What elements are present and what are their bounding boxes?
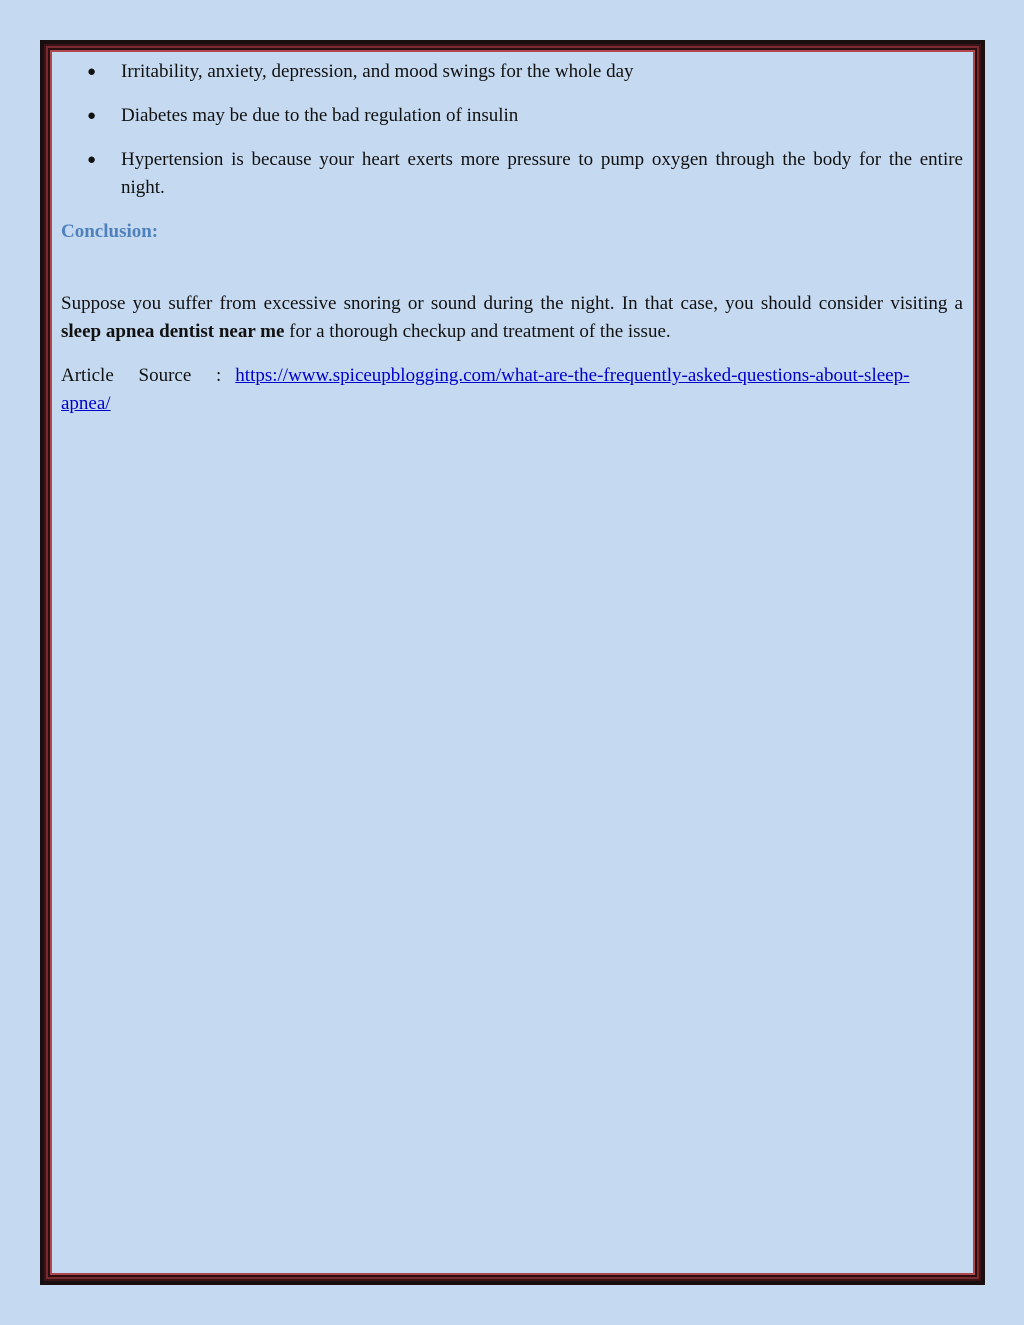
bullet-icon: ● <box>87 64 97 80</box>
article-source-link-line1: https://www.spiceupblogging.com/what-are-the-frequently-asked-questions-about-sleep- <box>235 365 910 386</box>
article-source-label: Article Source : <box>61 365 222 386</box>
conclusion-heading: Conclusion: <box>61 221 159 242</box>
bullet-icon: ● <box>87 108 97 124</box>
article-source-link-line2: apnea/ <box>61 393 111 414</box>
conclusion-text-start: Suppose you suffer from excessive snoring or sound during the night. In that case, you should consider visiting a <box>61 293 963 314</box>
list-item-text: Diabetes may be due to the bad regulation of insulin <box>121 105 519 126</box>
list-item <box>61 102 963 130</box>
bullet-icon: ● <box>87 152 97 168</box>
conclusion-keyword: sleep apnea dentist near me <box>61 321 285 342</box>
article-source <box>61 362 963 418</box>
list-item-text: Hypertension is because your heart exerts more pressure to pump oxygen through the body for the entire night. <box>121 149 963 198</box>
symptom-list <box>61 58 963 202</box>
document-content <box>61 58 963 434</box>
list-item <box>61 58 963 86</box>
list-item <box>61 146 963 202</box>
conclusion-paragraph <box>61 290 963 346</box>
list-item-text: Irritability, anxiety, depression, and mood swings for the whole day <box>121 61 634 82</box>
conclusion-text-end: for a thorough checkup and treatment of the issue. <box>284 321 671 342</box>
